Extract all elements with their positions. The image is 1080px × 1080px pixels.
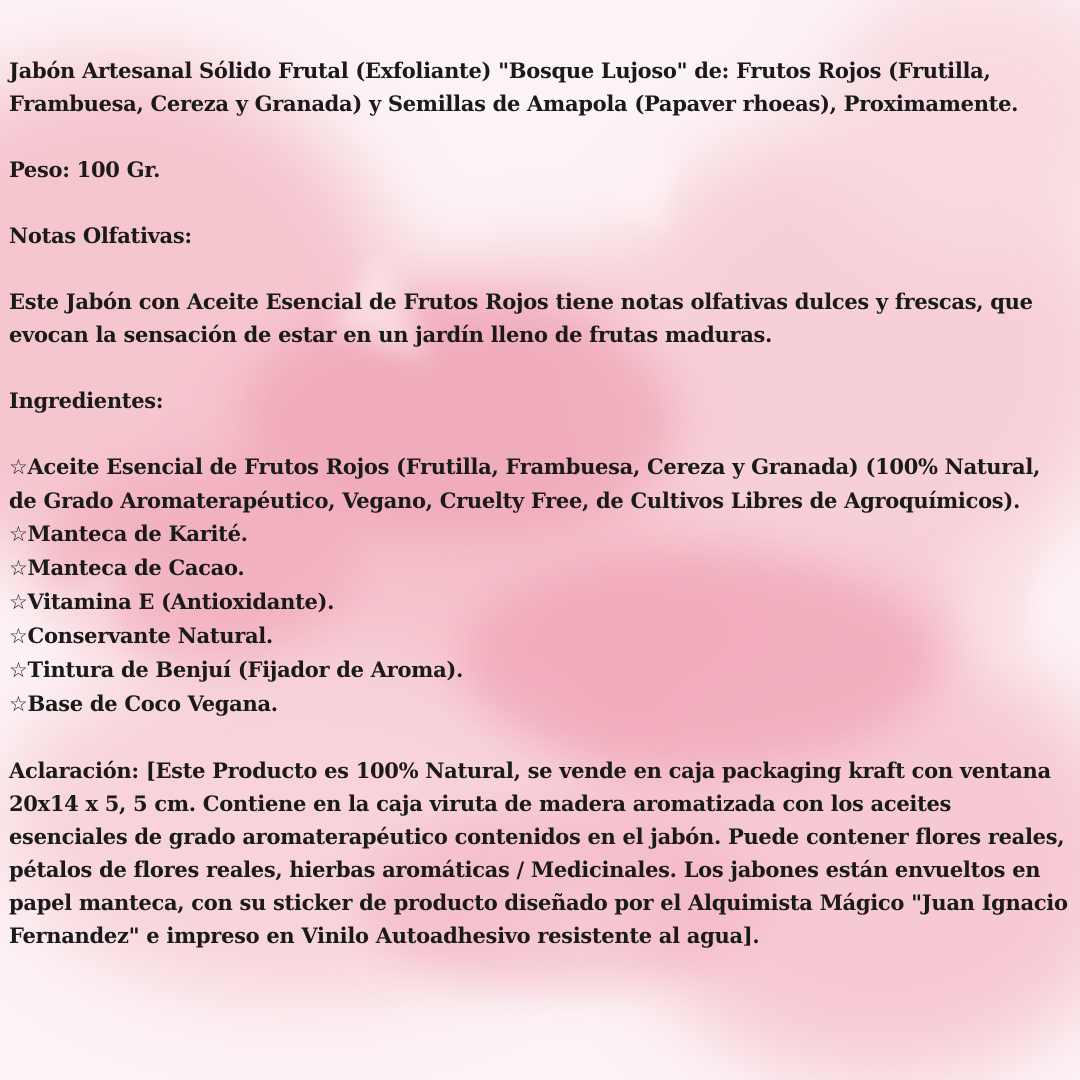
ingredient-item — [9, 653, 1071, 687]
star-icon: ☆ — [9, 658, 28, 682]
ingredient-label: Base de Coco Vegana. — [27, 691, 278, 716]
clarification-text: Aclaración: [Este Producto es 100% Natural, se vende en caja packaging kraft con ventana 20x14 x 5, 5 cm. Contiene en la caja viruta de madera aromatizada con los aceites esenciales de grado aromaterapéutico contenidos en el jabón. Puede contener flores reales, pétalos de flores reales, hierbas aromáticas / Medicinales. Los jabones están envueltos en papel manteca, con su sticker de producto diseñado por el Alquimista Mágico "Juan Ignacio Fernandez" e impreso en Vinilo Autoadhesivo resistente al agua]. — [9, 758, 1068, 948]
star-icon: ☆ — [9, 455, 28, 479]
ingredient-label: Manteca de Cacao. — [27, 555, 245, 580]
spacer — [9, 351, 1071, 384]
ingredient-item — [9, 619, 1071, 653]
ingredient-item — [9, 551, 1071, 585]
product-description — [9, 54, 1071, 952]
ingredients-heading: Ingredientes: — [9, 388, 164, 413]
ingredient-item — [9, 585, 1071, 619]
spacer — [9, 120, 1071, 153]
ingredient-label: Tintura de Benjuí (Fijador de Aroma). — [27, 657, 464, 682]
ingredient-item — [9, 687, 1071, 721]
ingredient-label: Aceite Esencial de Frutos Rojos (Frutilla, Frambuesa, Cereza y Granada) (100% Natural, de Grado Aromaterapéutico, Vegano, Cruelty Free, de Cultivos Libres de Agroquímicos). — [9, 454, 1041, 513]
ingredient-item — [9, 517, 1071, 551]
star-icon: ☆ — [9, 522, 28, 546]
notes-text: Este Jabón con Aceite Esencial de Frutos Rojos tiene notas olfativas dulces y frescas, que evocan la sensación de estar en un jardín lleno de frutas maduras. — [9, 289, 1033, 347]
ingredients-list — [9, 450, 1071, 721]
ingredient-label: Manteca de Karité. — [27, 521, 248, 546]
ingredient-label: Conservante Natural. — [27, 623, 273, 648]
notes-heading: Notas Olfativas: — [9, 223, 192, 248]
product-weight: Peso: 100 Gr. — [9, 157, 161, 182]
star-icon: ☆ — [9, 692, 28, 716]
spacer — [9, 417, 1071, 450]
spacer — [9, 252, 1071, 285]
star-icon: ☆ — [9, 590, 28, 614]
product-title: Jabón Artesanal Sólido Frutal (Exfoliante) "Bosque Lujoso" de: Frutos Rojos (Frutilla, Frambuesa, Cereza y Granada) y Semillas de Amapola (Papaver rhoeas), Proximamente. — [9, 58, 1019, 116]
star-icon: ☆ — [9, 624, 28, 648]
star-icon: ☆ — [9, 556, 28, 580]
ingredient-item — [9, 450, 1071, 517]
spacer — [9, 721, 1071, 754]
spacer — [9, 186, 1071, 219]
ingredient-label: Vitamina E (Antioxidante). — [27, 589, 335, 614]
